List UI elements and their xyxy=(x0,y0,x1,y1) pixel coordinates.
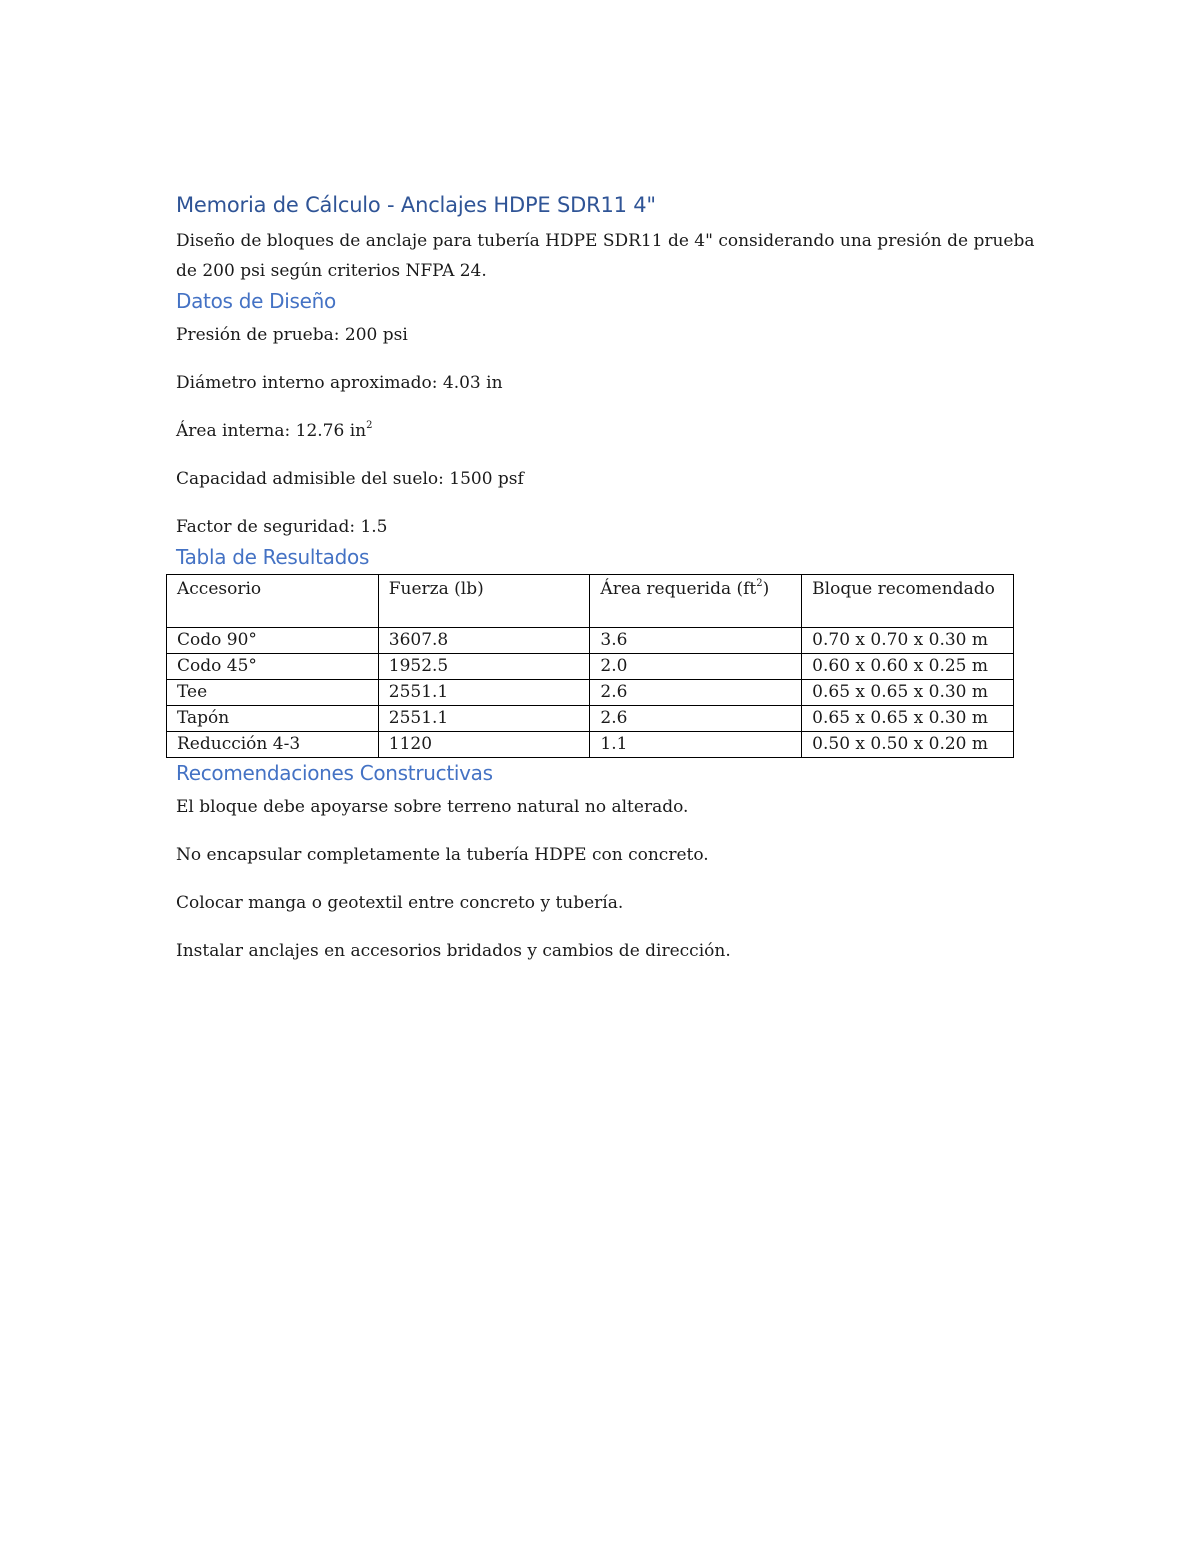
cell-accesorio: Codo 90° xyxy=(167,628,379,654)
cell-accesorio: Tee xyxy=(167,680,379,706)
cell-area: 3.6 xyxy=(590,628,802,654)
cell-bloque: 0.65 x 0.65 x 0.30 m xyxy=(802,706,1014,732)
cell-bloque: 0.70 x 0.70 x 0.30 m xyxy=(802,628,1014,654)
dato-presion: Presión de prueba: 200 psi xyxy=(176,325,408,345)
dato-area-text: Área interna: 12.76 in xyxy=(176,421,367,441)
cell-fuerza: 3607.8 xyxy=(378,628,590,654)
cell-accesorio: Reducción 4-3 xyxy=(167,732,379,758)
header-area-close: ) xyxy=(762,579,770,599)
table-row xyxy=(167,680,1014,706)
cell-fuerza: 2551.1 xyxy=(378,680,590,706)
header-area-text: Área requerida (ft xyxy=(600,579,757,599)
header-area xyxy=(590,575,802,628)
cell-bloque: 0.50 x 0.50 x 0.20 m xyxy=(802,732,1014,758)
recomendacion-item: Instalar anclajes en accesorios bridados y cambios de dirección. xyxy=(176,941,731,961)
dato-capacidad: Capacidad admisible del suelo: 1500 psf xyxy=(176,469,524,489)
tabla-heading: Tabla de Resultados xyxy=(176,545,370,569)
document-page xyxy=(176,190,1035,966)
datos-list xyxy=(176,320,1016,542)
cell-area: 2.6 xyxy=(590,680,802,706)
header-fuerza: Fuerza (lb) xyxy=(378,575,590,628)
document-title: Memoria de Cálculo - Anclajes HDPE SDR11 4" xyxy=(176,193,656,217)
recomendaciones-heading: Recomendaciones Constructivas xyxy=(176,761,493,785)
cell-area: 2.6 xyxy=(590,706,802,732)
dato-area xyxy=(176,416,1016,446)
recomendacion-item: El bloque debe apoyarse sobre terreno natural no alterado. xyxy=(176,797,689,817)
table-row xyxy=(167,628,1014,654)
cell-fuerza: 1120 xyxy=(378,732,590,758)
cell-area: 1.1 xyxy=(590,732,802,758)
datos-heading: Datos de Diseño xyxy=(176,289,336,313)
intro-paragraph: Diseño de bloques de anclaje para tubería HDPE SDR11 de 4" considerando una presión de prueba de 200 psi según criterios NFPA 24. xyxy=(176,231,1035,281)
table-header-row xyxy=(167,575,1014,628)
header-bloque: Bloque recomendado xyxy=(802,575,1014,628)
dato-area-superscript: 2 xyxy=(366,420,373,431)
cell-bloque: 0.60 x 0.60 x 0.25 m xyxy=(802,654,1014,680)
dato-factor: Factor de seguridad: 1.5 xyxy=(176,517,388,537)
cell-accesorio: Tapón xyxy=(167,706,379,732)
recomendacion-item: Colocar manga o geotextil entre concreto y tubería. xyxy=(176,893,624,913)
cell-bloque: 0.65 x 0.65 x 0.30 m xyxy=(802,680,1014,706)
cell-fuerza: 1952.5 xyxy=(378,654,590,680)
header-accesorio: Accesorio xyxy=(167,575,379,628)
recomendacion-item: No encapsular completamente la tubería HDPE con concreto. xyxy=(176,845,709,865)
table-row xyxy=(167,654,1014,680)
table-row xyxy=(167,706,1014,732)
cell-accesorio: Codo 45° xyxy=(167,654,379,680)
dato-diametro: Diámetro interno aproximado: 4.03 in xyxy=(176,373,503,393)
results-table xyxy=(166,574,1014,758)
cell-area: 2.0 xyxy=(590,654,802,680)
recomendaciones-list xyxy=(176,792,1016,966)
table-row xyxy=(167,732,1014,758)
header-area-superscript: 2 xyxy=(756,578,763,589)
cell-fuerza: 2551.1 xyxy=(378,706,590,732)
